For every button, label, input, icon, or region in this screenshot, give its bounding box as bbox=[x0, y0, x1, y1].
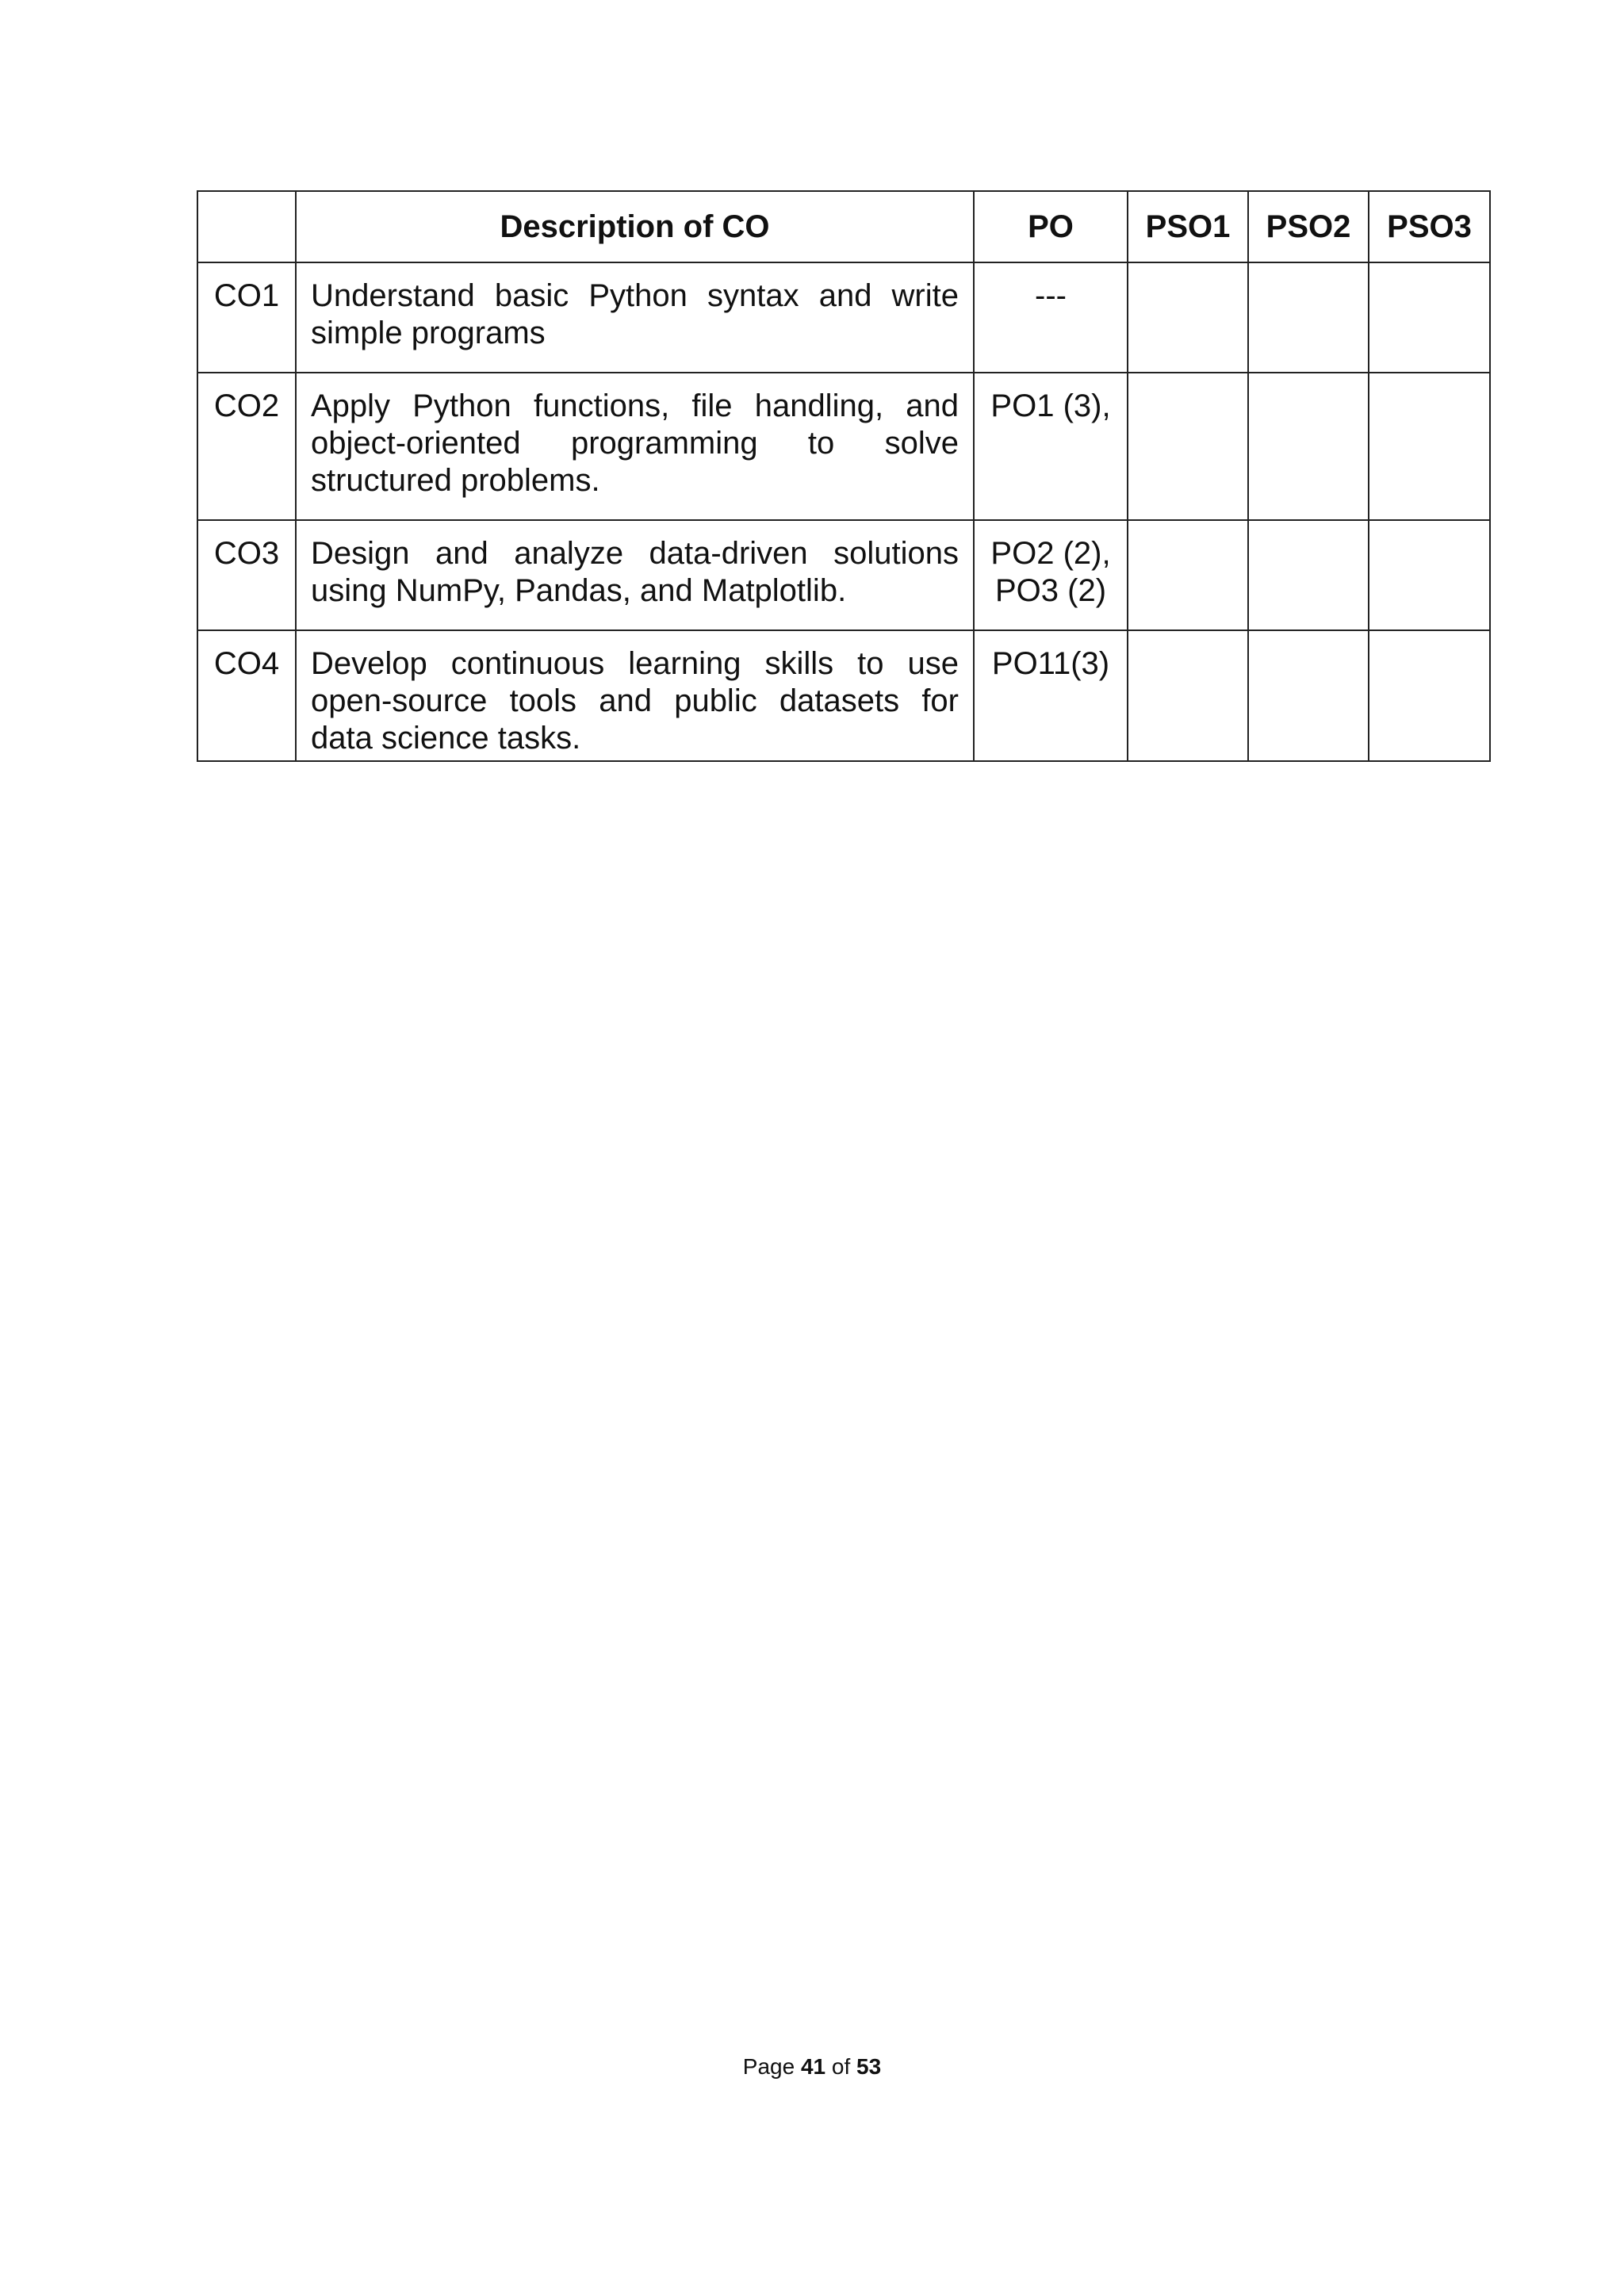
pso1-cell bbox=[1128, 630, 1248, 761]
header-po: PO bbox=[974, 191, 1128, 262]
co-code: CO1 bbox=[197, 262, 296, 373]
page-prefix: Page bbox=[742, 2054, 795, 2079]
header-description: Description of CO bbox=[296, 191, 974, 262]
co-description: Understand basic Python syntax and write simple programs bbox=[296, 262, 974, 373]
pso3-cell bbox=[1369, 262, 1490, 373]
table-row bbox=[197, 630, 1490, 761]
po-mapping bbox=[974, 373, 1128, 520]
page-footer bbox=[0, 2053, 1624, 2080]
po-mapping bbox=[974, 630, 1128, 761]
co-description: Develop continuous learning skills to use open-source tools and public datasets for data science tasks. bbox=[296, 630, 974, 761]
header-pso2: PSO2 bbox=[1248, 191, 1369, 262]
page-current: 41 bbox=[800, 2054, 826, 2079]
pso2-cell bbox=[1248, 520, 1369, 630]
table-row bbox=[197, 373, 1490, 520]
po-mapping bbox=[974, 262, 1128, 373]
co-description: Design and analyze data-driven solutions using NumPy, Pandas, and Matplotlib. bbox=[296, 520, 974, 630]
table-header-row bbox=[197, 191, 1490, 262]
po-value: PO2 (2), bbox=[990, 536, 1111, 571]
table-row bbox=[197, 262, 1490, 373]
pso2-cell bbox=[1248, 262, 1369, 373]
co-description: Apply Python functions, file handling, and object-oriented programming to solve structured problems. bbox=[296, 373, 974, 520]
pso2-cell bbox=[1248, 373, 1369, 520]
po-value: --- bbox=[1035, 278, 1067, 313]
table-row bbox=[197, 520, 1490, 630]
co-code: CO3 bbox=[197, 520, 296, 630]
pso3-cell bbox=[1369, 520, 1490, 630]
po-value: PO11(3) bbox=[991, 646, 1110, 681]
po-value: PO1 (3), bbox=[990, 388, 1111, 423]
header-blank bbox=[197, 191, 296, 262]
page-total: 53 bbox=[856, 2054, 882, 2079]
header-pso3: PSO3 bbox=[1369, 191, 1490, 262]
pso1-cell bbox=[1128, 262, 1248, 373]
co-code: CO4 bbox=[197, 630, 296, 761]
pso1-cell bbox=[1128, 373, 1248, 520]
pso1-cell bbox=[1128, 520, 1248, 630]
po-value: PO3 (2) bbox=[994, 573, 1107, 608]
co-code: CO2 bbox=[197, 373, 296, 520]
pso2-cell bbox=[1248, 630, 1369, 761]
page-separator: of bbox=[831, 2054, 851, 2079]
co-mapping-table bbox=[197, 190, 1491, 762]
po-mapping bbox=[974, 520, 1128, 630]
header-pso1: PSO1 bbox=[1128, 191, 1248, 262]
pso3-cell bbox=[1369, 373, 1490, 520]
pso3-cell bbox=[1369, 630, 1490, 761]
